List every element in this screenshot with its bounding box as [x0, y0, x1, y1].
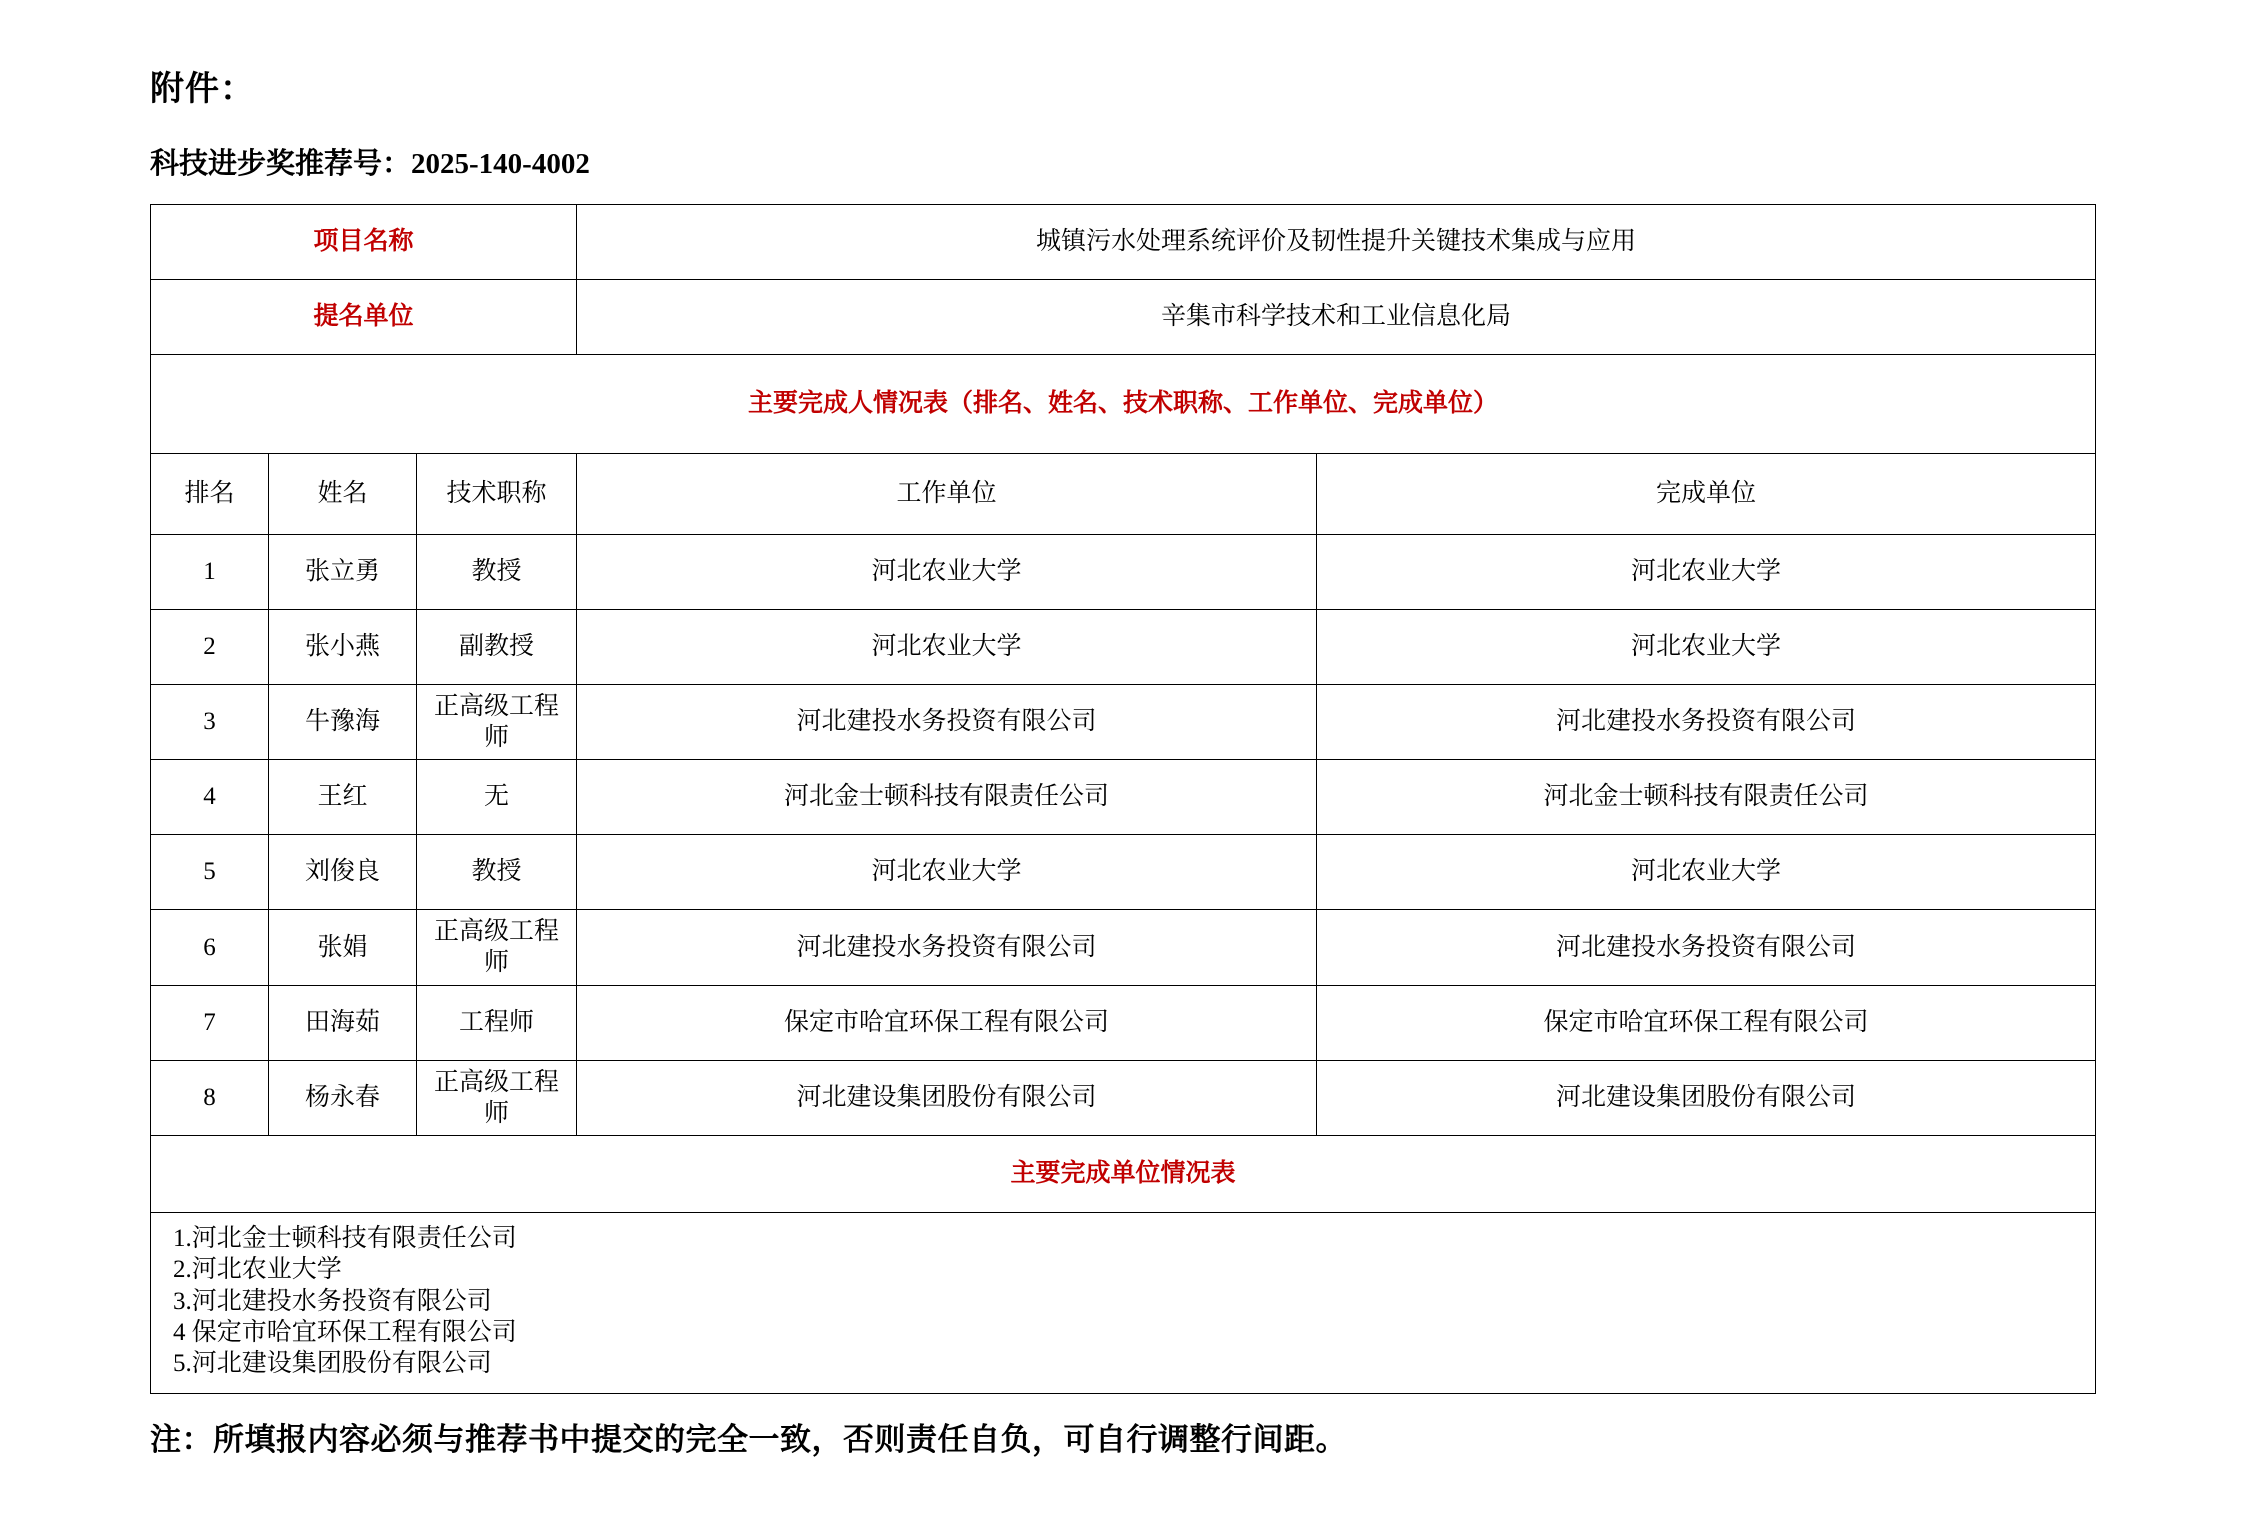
nominating-unit-value: 辛集市科学技术和工业信息化局	[577, 279, 2096, 354]
table-row-nominating-unit	[151, 279, 2096, 354]
list-item: 4 保定市哈宜环保工程有限公司	[173, 1318, 517, 1346]
cell-name: 张立勇	[269, 534, 417, 609]
cell-work-unit: 河北金士顿科技有限责任公司	[577, 760, 1317, 835]
table-row	[151, 609, 2096, 684]
cell-name: 张娟	[269, 910, 417, 986]
cell-work-unit: 河北农业大学	[577, 609, 1317, 684]
recommend-number-label: 科技进步奖推荐号：	[150, 147, 412, 180]
cell-done-unit: 河北农业大学	[1317, 609, 2096, 684]
cell-work-unit: 河北建投水务投资有限公司	[577, 684, 1317, 760]
table-row	[151, 684, 2096, 760]
cell-title: 正高级工程师	[417, 910, 577, 986]
cell-rank: 8	[151, 1060, 269, 1136]
cell-rank: 6	[151, 910, 269, 986]
table-row-units-list	[151, 1213, 2096, 1394]
cell-rank: 7	[151, 985, 269, 1060]
list-item: 3.河北建投水务投资有限公司	[173, 1287, 492, 1315]
cell-rank: 2	[151, 609, 269, 684]
cell-done-unit: 河北农业大学	[1317, 835, 2096, 910]
column-header-name: 姓名	[269, 453, 417, 534]
table-row	[151, 910, 2096, 986]
cell-done-unit: 保定市哈宜环保工程有限公司	[1317, 985, 2096, 1060]
cell-work-unit: 河北农业大学	[577, 835, 1317, 910]
cell-rank: 5	[151, 835, 269, 910]
cell-name: 张小燕	[269, 609, 417, 684]
attachment-label: 附件：	[150, 71, 255, 108]
table-row-column-headers	[151, 453, 2096, 534]
cell-title: 副教授	[417, 609, 577, 684]
cell-title: 教授	[417, 534, 577, 609]
column-header-rank: 排名	[151, 453, 269, 534]
footer-note: 注：所填报内容必须与推荐书中提交的完全一致，否则责任自负，可自行调整行间距。	[150, 1422, 1347, 1458]
recommend-number-value: 2025-140-4002	[411, 147, 590, 180]
cell-rank: 4	[151, 760, 269, 835]
table-row-units-section-title	[151, 1136, 2096, 1213]
cell-name: 牛豫海	[269, 684, 417, 760]
table-row	[151, 985, 2096, 1060]
cell-title: 教授	[417, 835, 577, 910]
table-row-project-name	[151, 204, 2096, 279]
column-header-done-unit: 完成单位	[1317, 453, 2096, 534]
cell-work-unit: 河北建投水务投资有限公司	[577, 910, 1317, 986]
cell-title: 正高级工程师	[417, 1060, 577, 1136]
cell-done-unit: 河北建投水务投资有限公司	[1317, 684, 2096, 760]
cell-name: 刘俊良	[269, 835, 417, 910]
cell-rank: 3	[151, 684, 269, 760]
cell-done-unit: 河北建设集团股份有限公司	[1317, 1060, 2096, 1136]
list-item: 1.河北金士顿科技有限责任公司	[173, 1225, 517, 1253]
cell-name: 杨永春	[269, 1060, 417, 1136]
cell-title: 工程师	[417, 985, 577, 1060]
award-info-table	[150, 204, 2096, 1395]
cell-done-unit: 河北建投水务投资有限公司	[1317, 910, 2096, 986]
table-row-people-section-title	[151, 354, 2096, 453]
nominating-unit-label: 提名单位	[151, 279, 577, 354]
units-list	[151, 1213, 2096, 1394]
cell-title: 无	[417, 760, 577, 835]
recommend-number-line	[150, 147, 2095, 182]
list-item: 5.河北建设集团股份有限公司	[173, 1350, 492, 1378]
project-name-value: 城镇污水处理系统评价及韧性提升关键技术集成与应用	[577, 204, 2096, 279]
cell-rank: 1	[151, 534, 269, 609]
cell-done-unit: 河北农业大学	[1317, 534, 2096, 609]
table-row	[151, 1060, 2096, 1136]
cell-work-unit: 保定市哈宜环保工程有限公司	[577, 985, 1317, 1060]
cell-name: 田海茹	[269, 985, 417, 1060]
cell-work-unit: 河北农业大学	[577, 534, 1317, 609]
cell-work-unit: 河北建设集团股份有限公司	[577, 1060, 1317, 1136]
table-row	[151, 534, 2096, 609]
cell-title: 正高级工程师	[417, 684, 577, 760]
project-name-label: 项目名称	[151, 204, 577, 279]
cell-done-unit: 河北金士顿科技有限责任公司	[1317, 760, 2096, 835]
cell-name: 王红	[269, 760, 417, 835]
list-item: 2.河北农业大学	[173, 1256, 342, 1284]
people-section-title: 主要完成人情况表（排名、姓名、技术职称、工作单位、完成单位）	[151, 354, 2096, 453]
column-header-work-unit: 工作单位	[577, 453, 1317, 534]
table-row	[151, 835, 2096, 910]
column-header-title: 技术职称	[417, 453, 577, 534]
table-row	[151, 760, 2096, 835]
units-section-title: 主要完成单位情况表	[151, 1136, 2096, 1213]
